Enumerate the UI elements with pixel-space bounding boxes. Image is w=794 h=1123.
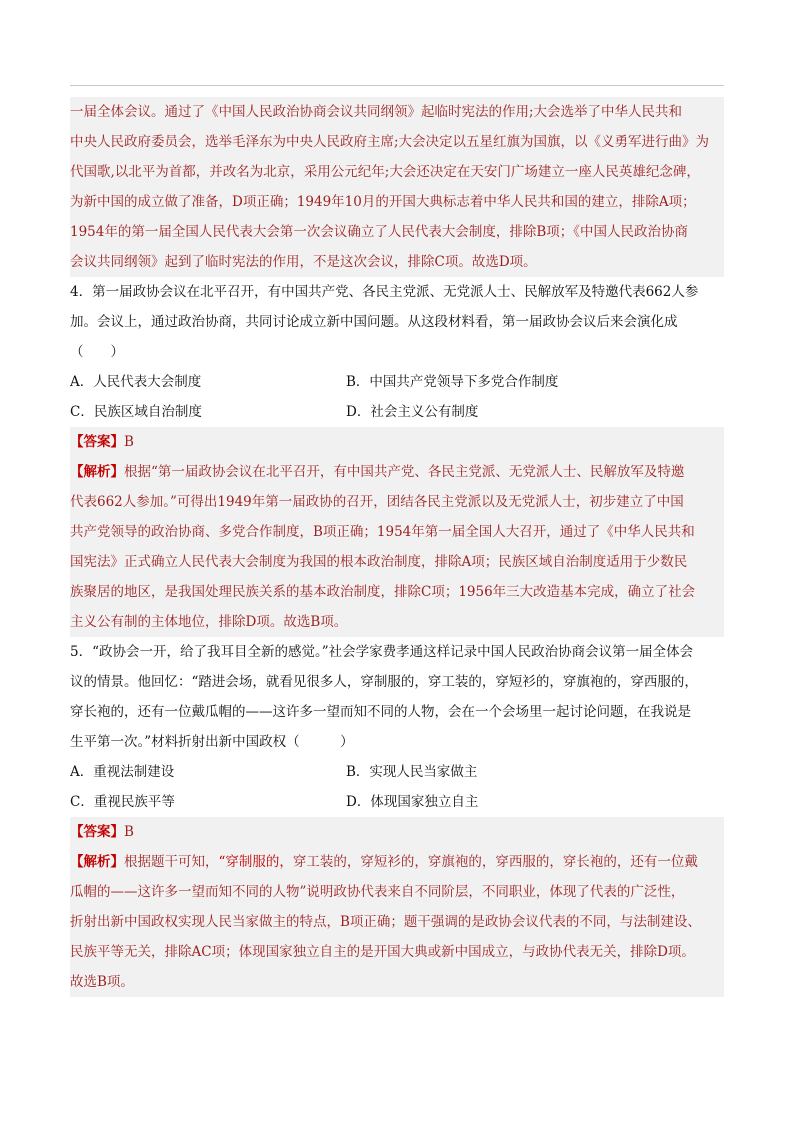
q4-answer <box>70 427 724 457</box>
header-rule <box>70 85 724 86</box>
q5-stem-line: 5．“政协会一开，给了我耳目全新的感觉。”社会学家费孝通这样记录中国人民政治协商会议第一届全体会 <box>70 644 694 660</box>
q5-option-b: B．实现人民当家做主 <box>346 764 478 780</box>
answer-value: B <box>124 434 134 450</box>
q5-analysis-line: 瓜帽的——这许多一望而知不同的人物”说明政协代表来自不同阶层，不同职业，体现了代表的广泛性， <box>70 877 724 907</box>
q5-option-c: C．重视民族平等 <box>70 794 175 810</box>
analysis-tag: 【解析】 <box>70 464 124 480</box>
q4-analysis-line: 共产党领导的政治协商、多党合作制度，B项正确；1954年第一届全国人大召开，通过了《中华人民共和 <box>70 517 724 547</box>
q5-stem-line: 议的情景。他回忆：“踏进会场，就看见很多人，穿制服的，穿工装的，穿短衫的，穿旗袍的，穿西服的， <box>70 674 698 690</box>
analysis-text: 根据“第一届政协会议在北平召开，有中国共产党、各民主党派、无党派人士、民解放军及特邀 <box>124 464 685 480</box>
q3-analysis-line: 代国歌,以北平为首都，并改名为北京，采用公元纪年;大会还决定在天安门广场建立一座人民英雄纪念碑， <box>70 157 724 187</box>
q5-analysis-line <box>70 847 724 877</box>
q3-analysis-line: 中央人民政府委员会，选举毛泽东为中央人民政府主席;大会决定以五星红旗为国旗，以《义勇军进行曲》为 <box>70 127 724 157</box>
quoted-highlight: “穿制服的， <box>218 854 293 870</box>
q5-answer <box>70 817 724 847</box>
q3-analysis-line: 一届全体会议。通过了《中国人民政治协商会议共同纲领》起临时宪法的作用;大会选举了中华人民共和 <box>70 97 724 127</box>
q5-analysis-line: 故选B项。 <box>70 967 724 997</box>
q4-stem-line: 加。会议上，通过政治协商，共同讨论成立新中国问题。从这段材料看，第一届政协会议后来会演化成 <box>70 314 678 330</box>
q4-analysis-line: 族聚居的地区，是我国处理民族关系的基本政治制度，排除C项；1956年三大改造基本完成，确立了社会 <box>70 577 724 607</box>
analysis-text: 根据题干可知， <box>124 854 219 870</box>
q4-analysis-line: 代表662人参加。”可得出1949年第一届政协的召开，团结各民主党派以及无党派人士，初步建立了中国 <box>70 487 724 517</box>
q4-analysis-line: 国宪法》正式确立人民代表大会制度为我国的根本政治制度，排除A项；民族区域自治制度适用于少数民 <box>70 547 724 577</box>
q4-option-b: B．中国共产党领导下多党合作制度 <box>346 374 559 390</box>
q5-options-row <box>70 787 724 817</box>
analysis-tag: 【解析】 <box>70 854 124 870</box>
q5-stem-line: 生平第一次。”材料折射出新中国政权（ ） <box>70 734 354 750</box>
q5-option-d: D．体现国家独立自主 <box>346 794 479 810</box>
q3-analysis-line: 会议共同纲领》起到了临时宪法的作用，不是这次会议，排除C项。故选D项。 <box>70 247 724 277</box>
q4-analysis-line <box>70 457 724 487</box>
q4-stem-line: （ ） <box>70 344 124 360</box>
q5-analysis-line: 民族平等无关，排除AC项；体现国家独立自主的是开国大典或新中国成立，与政协代表无关，排除D项。 <box>70 937 724 967</box>
q4-stem-line: 4．第一届政协会议在北平召开，有中国共产党、各民主党派、无党派人士、民解放军及特邀代表662人参 <box>70 284 699 300</box>
q4-option-a: A．人民代表大会制度 <box>70 374 202 390</box>
content-area <box>70 97 724 997</box>
q4-option-c: C．民族区域自治制度 <box>70 404 202 420</box>
q5-analysis-line: 折射出新中国政权实现人民当家做主的特点，B项正确；题干强调的是政协会议代表的不同，与法制建设、 <box>70 907 724 937</box>
answer-tag: 【答案】 <box>70 824 124 840</box>
q3-analysis-line: 为新中国的成立做了准备，D项正确；1949年10月的开国大典标志着中华人民共和国的建立，排除A项； <box>70 187 724 217</box>
q3-analysis-line: 1954年的第一届全国人民代表大会第一次会议确立了人民代表大会制度，排除B项；《中国人民政治协商 <box>70 217 724 247</box>
q5-options-row <box>70 757 724 787</box>
q4-option-d: D．社会主义公有制度 <box>346 404 479 420</box>
q5-stem-line: 穿长袍的，还有一位戴瓜帽的——这许多一望而知不同的人物，会在一个会场里一起讨论问题，在我说是 <box>70 704 691 720</box>
q5-option-a: A．重视法制建设 <box>70 764 175 780</box>
q4-options-row <box>70 397 724 427</box>
q4-options-row <box>70 367 724 397</box>
q4-analysis-line: 主义公有制的主体地位，排除D项。故选B项。 <box>70 607 724 637</box>
analysis-text: 穿工装的，穿短衫的，穿旗袍的，穿西服的，穿长袍的，还有一位戴 <box>292 854 698 870</box>
answer-tag: 【答案】 <box>70 434 124 450</box>
answer-value: B <box>124 824 134 840</box>
